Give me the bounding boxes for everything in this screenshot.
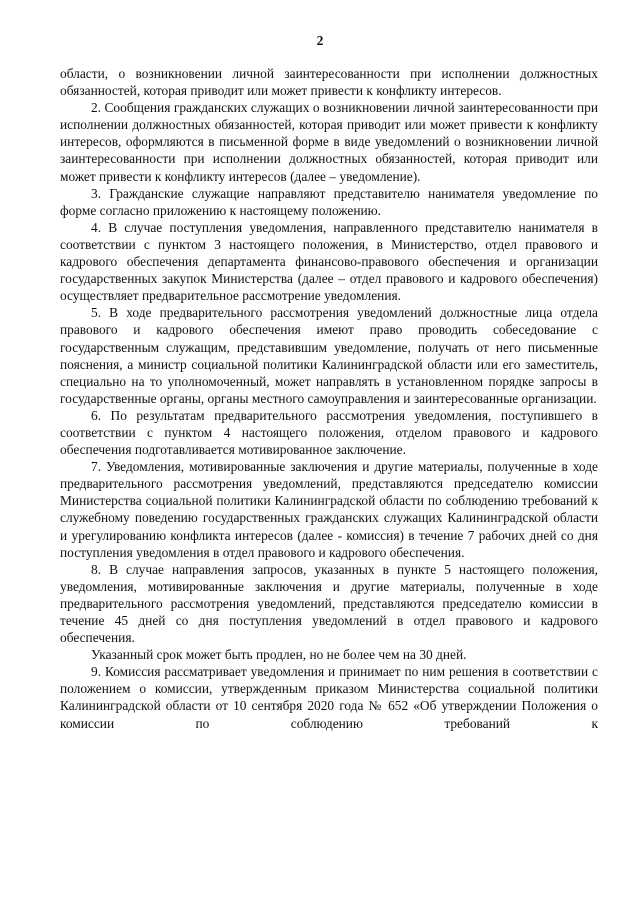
paragraph-deadline-note: Указанный срок может быть продлен, но не более чем на 30 дней. [91,647,467,663]
paragraph-item-2: 2. Сообщения гражданских служащих о возникновении личной заинтересованности при исполнении должностных обязанностей, которая приводит или может привести к конфликту интересов, оформляются в письменной форме в виде уведомлений о возникновении личной заинтересованности при исполнении должностных обязанностей, которая приводит или может привести к конфликту интересов (далее – уведомление). [60,100,598,184]
page-number: 2 [316,33,324,48]
paragraph-item-6: 6. По результатам предварительного рассмотрения уведомления, поступившего в соответствии с пунктом 4 настоящего положения, отделом правового и кадрового обеспечения подготавливается мотивированное заключение. [60,407,598,458]
paragraph-item-3: 3. Гражданские служащие направляют представителю нанимателя уведомление по форме согласно приложению к настоящему положению. [60,185,598,218]
document-body [60,65,598,732]
paragraph-item-4: 4. В случае поступления уведомления, направленного представителю нанимателя в соответствии с пунктом 3 настоящего положения, в Министерство, отдел правового и кадрового обеспечения департамента финансово-правового обеспечения и организации государственных закупок Министерства (далее – отдел правового и кадрового обеспечения) осуществляет предварительное рассмотрение уведомления. [60,219,598,304]
paragraph-item-5: 5. В ходе предварительного рассмотрения уведомлений должностные лица отдела правового и кадрового обеспечения имеют право проводить собеседование с государственным служащим, представившим уведомление, получать от него письменные пояснения, а министр социальной политики Калининградской области или его заместитель, специально на то уполномоченный, может направлять в установленном порядке запросы в государственные органы, органы местного самоуправления и заинтересованные организации. [60,305,598,406]
paragraph-continuation: области, о возникновении личной заинтересованности при исполнении должностных обязанностей, которая приводит или может привести к конфликту интересов. [60,66,598,99]
paragraph-item-8: 8. В случае направления запросов, указанных в пункте 5 настоящего положения, уведомления, мотивированные заключения и другие материалы, полученные в ходе предварительного рассмотрения уведомлений, представляются председателю комиссии в течение 45 дней со дня поступления уведомлений в отдел правового и кадрового обеспечения. [60,561,598,646]
paragraph-item-7: 7. Уведомления, мотивированные заключения и другие материалы, полученные в ходе предварительного рассмотрения уведомлений, представляются председателю комиссии Министерства социальной политики Калининградской области по соблюдению требований к служебному поведению государственных гражданских служащих Калининградской области и урегулированию конфликта интересов (далее - комиссия) в течение 7 рабочих дней со дня поступления уведомления в отдел правового и кадрового обеспечения. [60,459,598,560]
paragraph-item-9: 9. Комиссия рассматривает уведомления и принимает по ним решения в соответствии с положением о комиссии, утвержденным приказом Министерства социальной политики Калининградской области от 10 сентября 2020 года № 652 «Об утверждении Положения о комиссии по соблюдению требований к [60,664,598,731]
